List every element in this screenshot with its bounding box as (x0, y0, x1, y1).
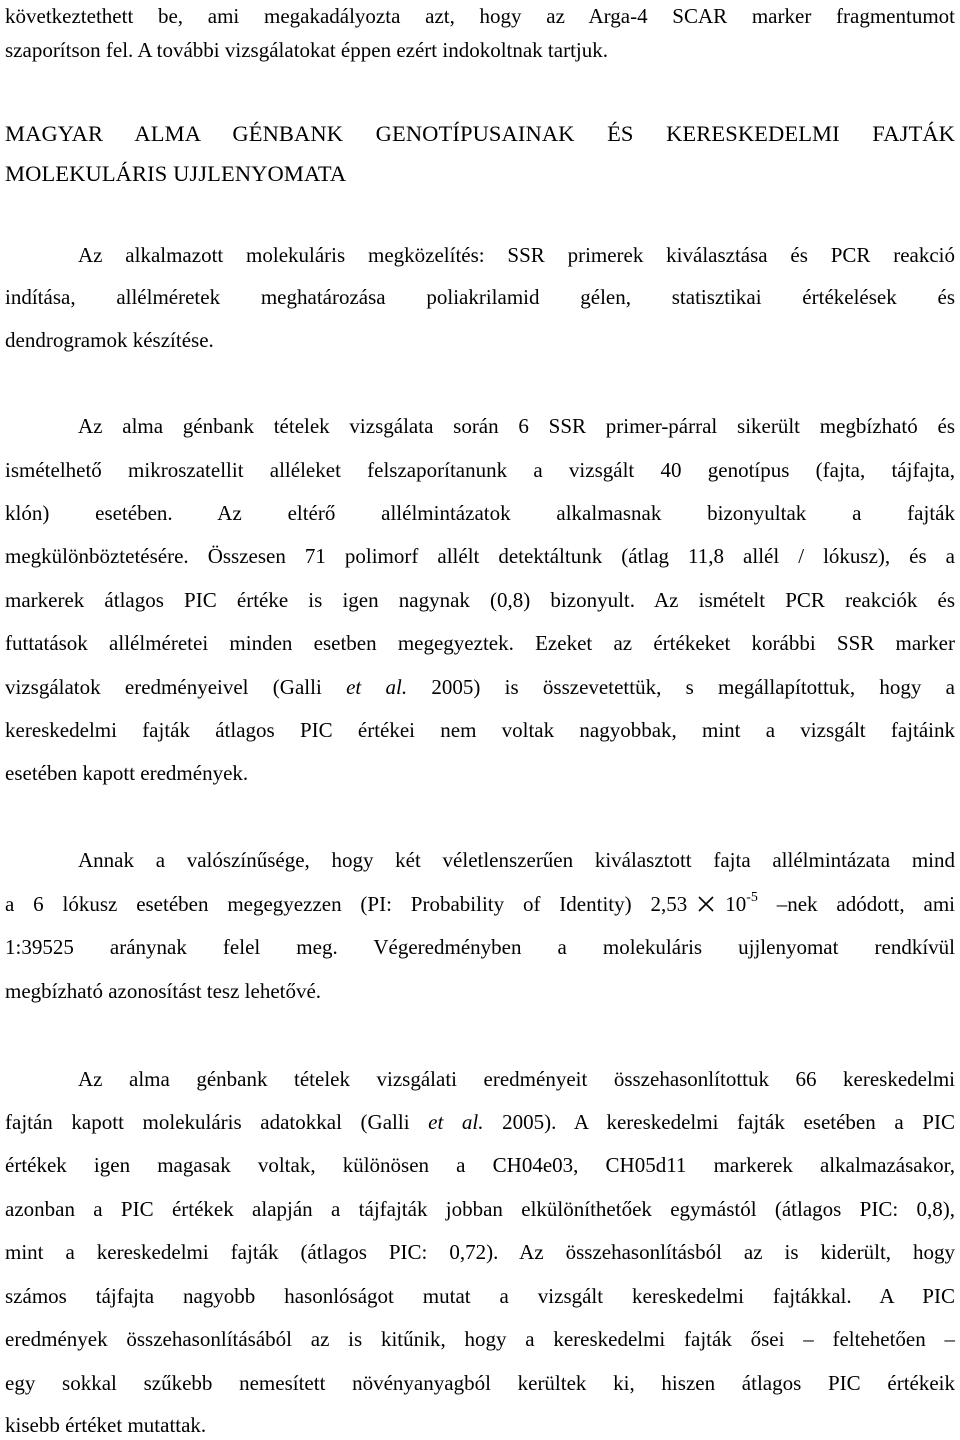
para1-line-3: dendrogramok készítése. (5, 328, 214, 352)
para4-line-7: eredmények összehasonlításából az is kitűnik, hogy a kereskedelmi fajták ősei – feltehetően – (5, 1327, 955, 1351)
intro-line-2: szaporítson fel. A további vizsgálatokat éppen ezért indokoltnak tartjuk. (5, 38, 609, 62)
para2-line-7 (5, 672, 955, 702)
para2-line-5: markerek átlagos PIC értéke is igen nagynak (0,8) bizonyult. Az ismételt PCR reakciók és (5, 588, 955, 612)
para4-line-5: mint a kereskedelmi fajták (átlagos PIC: 0,72). Az összehasonlításból az is kiderült, hogy (5, 1240, 955, 1264)
para4-line-2-text-a: fajtán kapott molekuláris adatokkal (Galli (5, 1110, 429, 1134)
intro-line-1: következtethett be, ami megakadályozta azt, hogy az Arga-4 SCAR marker fragmentumot (5, 4, 955, 28)
para1-line-2: indítása, allélméretek meghatározása poliakrilamid gélen, statisztikai értékelések és (5, 285, 955, 309)
para3-line-2-text-a: a 6 lókusz esetében megegyezzen (PI: Probability of Identity) 2,53 (5, 892, 688, 916)
para3-line-2-exponent: -5 (746, 890, 758, 905)
para3-line-4: megbízható azonosítást tesz lehetővé. (5, 979, 322, 1003)
para2-line-7-text-b: 2005) is összevetettük, s megállapítottuk, hogy a (407, 675, 955, 699)
para4-line-9: kisebb értéket mutattak. (5, 1413, 207, 1437)
para4-line-8: egy sokkal szűkebb nemesített növényanyagból kerültek ki, hiszen átlagos PIC értékeik (5, 1371, 955, 1395)
para3-line-2-base: 10 (725, 892, 747, 916)
para3-line-3: 1:39525 aránynak felel meg. Végeredményben a molekuláris ujjlenyomat rendkívül (5, 935, 955, 959)
citation-et-al: et al. (346, 675, 408, 699)
para4-line-1: Az alma génbank tételek vizsgálati eredményeit összehasonlítottuk 66 kereskedelmi (78, 1067, 955, 1091)
para4-line-2-text-b: 2005). A kereskedelmi fajták esetében a PIC (483, 1110, 955, 1134)
para2-line-2: ismételhető mikroszatellit alléleket felszaporítanunk a vizsgált 40 genotípus (fajta, tájfajta, (5, 458, 955, 482)
para3-line-2-text-c: –nek adódott, ami (757, 892, 955, 916)
para4-line-4: azonban a PIC értékek alapján a tájfajták jobban elkülöníthetőek egymástól (átlagos PIC: 0,8), (5, 1197, 955, 1221)
para4-line-2 (5, 1107, 955, 1137)
para1-line-1: Az alkalmazott molekuláris megközelítés: SSR primerek kiválasztása és PCR reakció (78, 243, 955, 267)
para3-line-1: Annak a valószínűsége, hogy két véletlenszerűen kiválasztott fajta allélmintázata mind (78, 848, 955, 872)
para3-line-2 (5, 889, 955, 919)
para4-line-3: értékek igen magasak voltak, különösen a CH04e03, CH05d11 markerek alkalmazásakor, (5, 1153, 955, 1177)
para2-line-7-text-a: vizsgálatok eredményeivel (Galli (5, 675, 347, 699)
para2-line-4: megkülönböztetésére. Összesen 71 polimorf allélt detektáltunk (átlag 11,8 allél / lókusz), és a (5, 544, 955, 568)
para2-line-9: esetében kapott eredmények. (5, 761, 249, 785)
section-heading-line-1: MAGYAR ALMA GÉNBANK GENOTÍPUSAINAK ÉS KERESKEDELMI FAJTÁK (5, 121, 955, 146)
para2-line-1: Az alma génbank tételek vizsgálata során 6 SSR primer-párral sikerült megbízható és (78, 414, 955, 438)
para4-line-6: számos tájfajta nagyobb hasonlóságot mutat a vizsgált kereskedelmi fajtákkal. A PIC (5, 1284, 955, 1308)
para2-line-8: kereskedelmi fajták átlagos PIC értékei nem voltak nagyobbak, mint a vizsgált fajtáink (5, 718, 955, 742)
multiplication-sign-icon (695, 891, 717, 909)
para2-line-3: klón) esetében. Az eltérő allélmintázatok alkalmasnak bizonyultak a fajták (5, 501, 955, 525)
citation-et-al: et al. (428, 1110, 484, 1134)
para2-line-6: futtatások allélméretei minden esetben megegyeztek. Ezeket az értékeket korábbi SSR marker (5, 631, 955, 655)
section-heading-line-2: MOLEKULÁRIS UJJLENYOMATA (5, 161, 347, 186)
